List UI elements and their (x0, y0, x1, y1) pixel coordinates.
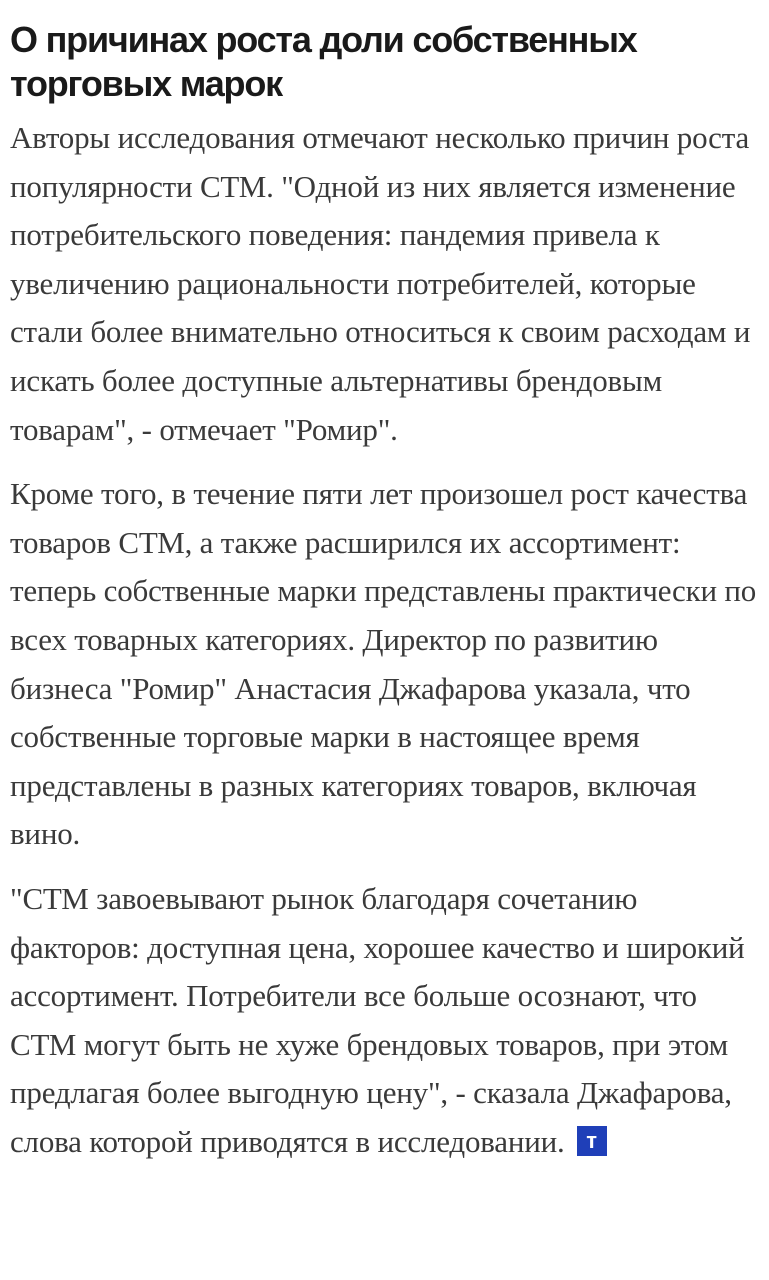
tass-logo-icon: т (577, 1126, 607, 1156)
article-paragraph-1: Авторы исследования отмечают несколько причин роста популярности СТМ. "Одной из них является изменение потребительского поведения: пандемия привела к увеличению рациональности потребителей, которые стали более внимательно относиться к своим расходам и искать более доступные альтернативы брендовым товарам", - отмечает "Ромир". (10, 120, 751, 447)
article-paragraph-2: Кроме того, в течение пяти лет произошел рост качества товаров СТМ, а также расширился их ассортимент: теперь собственные марки представлены практически по всех товарных категориях. Директор по развитию бизнеса "Ромир" Анастасия Джафарова указала, что собственные торговые марки в настоящее время представлены в разных категориях товаров, включая вино. (10, 476, 757, 852)
article-headline: О причинах роста доли собственных торговых марок (10, 19, 637, 104)
article-paragraph-3-text: "СТМ завоевывают рынок благодаря сочетанию факторов: доступная цена, хорошее качество и широкий ассортимент. Потребители все больше осознают, что СТМ могут быть не хуже брендовых товаров, при этом предлагая более выгодную цену", - сказала Джафарова, слова которой приводятся в исследовании. (10, 880, 745, 1159)
article-paragraph-3 (10, 875, 757, 1167)
